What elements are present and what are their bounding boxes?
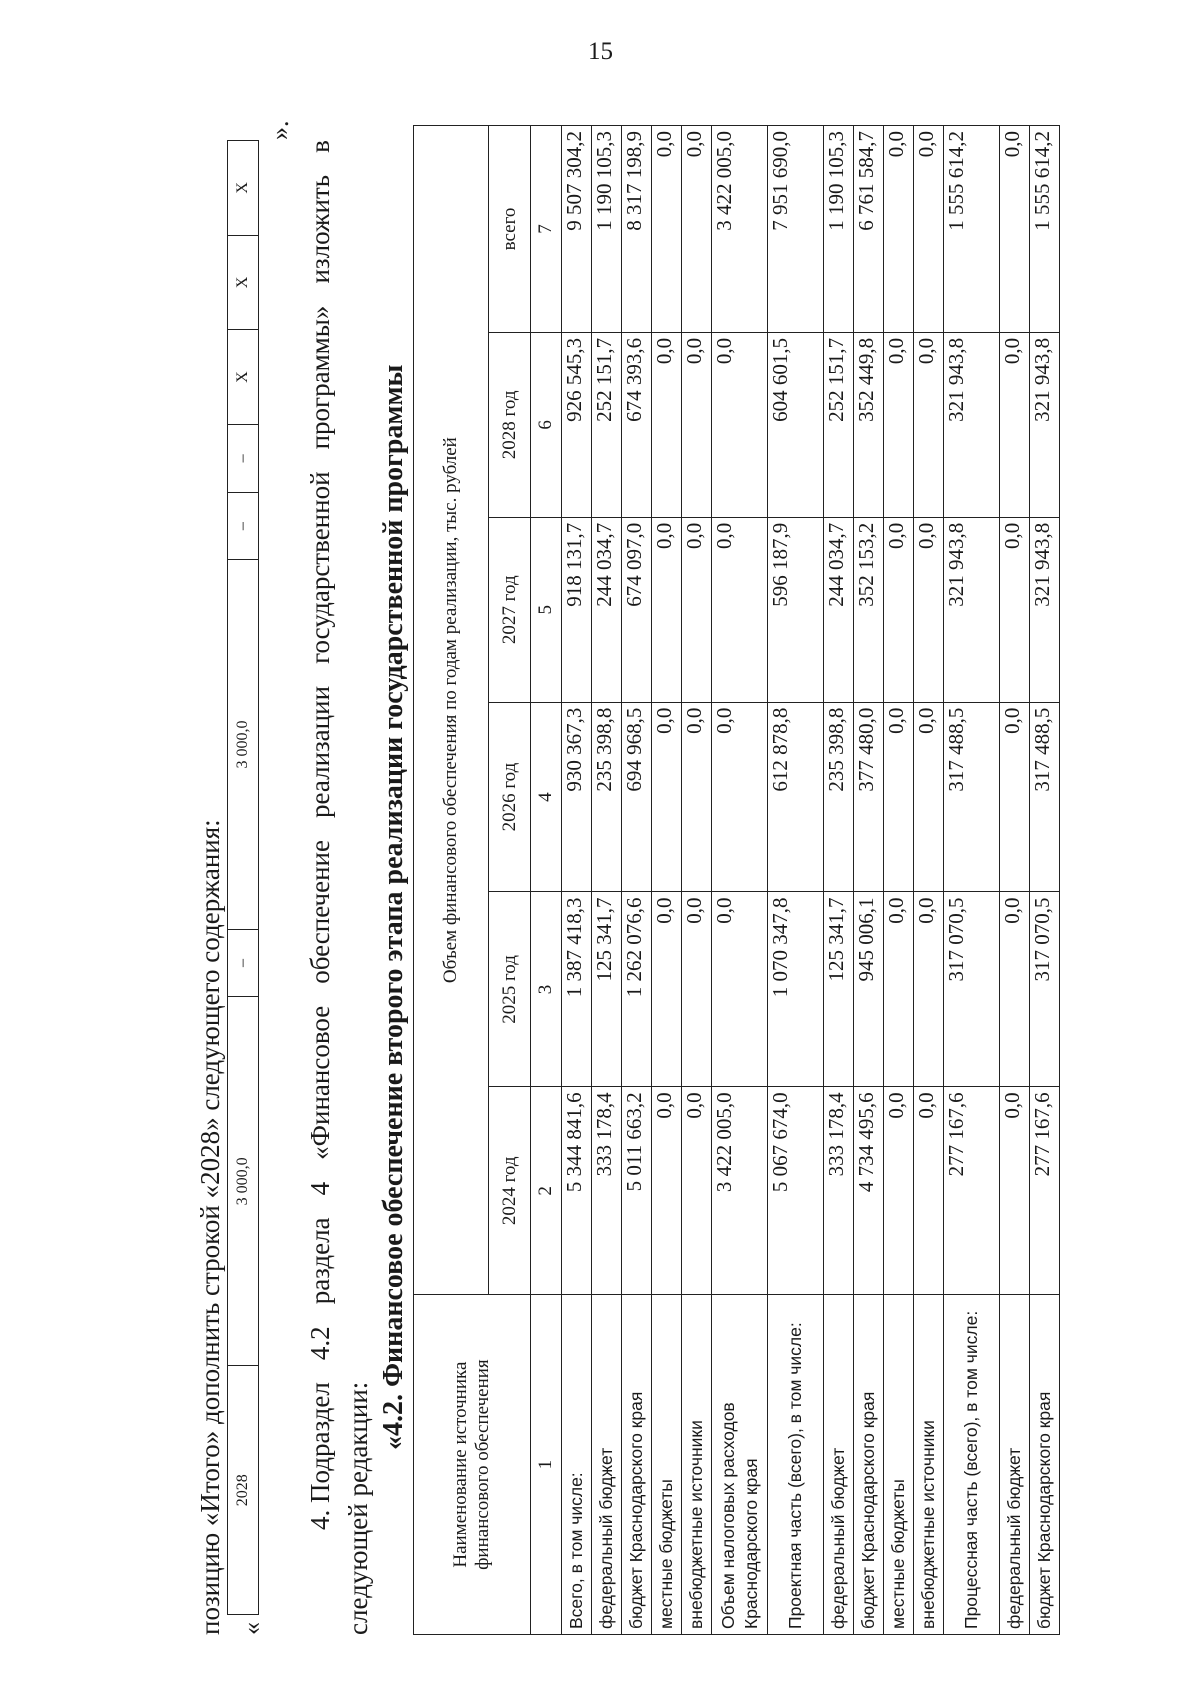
amount-cell: 1 190 105,3 <box>824 126 854 333</box>
amount-cell: 0,0 <box>652 332 682 517</box>
amount-cell: 0,0 <box>914 892 944 1087</box>
table-cell: 3 000,0 <box>228 560 259 929</box>
amount-cell: 235 398,8 <box>824 702 854 892</box>
amount-cell: 317 488,5 <box>1030 702 1060 892</box>
amount-cell: 7 951 690,0 <box>768 126 824 333</box>
amount-cell: 317 488,5 <box>944 702 1000 892</box>
amount-cell: 0,0 <box>652 702 682 892</box>
header-year: 2028 год <box>489 332 531 517</box>
paragraph-word: изложить <box>305 174 335 284</box>
amount-cell: 930 367,3 <box>562 702 592 892</box>
table-cell: 2028 <box>228 1366 259 1615</box>
amount-cell: 0,0 <box>712 702 768 892</box>
table-row <box>824 126 854 1635</box>
amount-cell: 926 545,3 <box>562 332 592 517</box>
column-index: 7 <box>531 126 562 333</box>
header-year: всего <box>489 126 531 333</box>
header-volume: Объем финансового обеспечения по годам реализации, тыс. рублей <box>414 126 489 1295</box>
table-row <box>652 126 682 1635</box>
amount-cell: 0,0 <box>712 332 768 517</box>
source-name: Проектная часть (всего), в том числе: <box>768 1295 824 1635</box>
itogo-2028-row-table <box>227 140 259 1615</box>
amount-cell: 277 167,6 <box>1030 1087 1060 1295</box>
amount-cell: 0,0 <box>682 1087 712 1295</box>
amount-cell: 0,0 <box>652 892 682 1087</box>
amount-cell: 9 507 304,2 <box>562 126 592 333</box>
amount-cell: 1 387 418,3 <box>562 892 592 1087</box>
table-row <box>622 126 652 1635</box>
table-row <box>914 126 944 1635</box>
amount-cell: 8 317 198,9 <box>622 126 652 333</box>
amount-cell: 321 943,8 <box>1030 332 1060 517</box>
amount-cell: 612 878,8 <box>768 702 824 892</box>
amount-cell: 5 011 663,2 <box>622 1087 652 1295</box>
amount-cell: 0,0 <box>712 517 768 702</box>
amount-cell: 0,0 <box>914 517 944 702</box>
source-name: федеральный бюджет <box>1000 1295 1030 1635</box>
amount-cell: 317 070,5 <box>1030 892 1060 1087</box>
amount-cell: 0,0 <box>884 1087 914 1295</box>
amendment-paragraph <box>305 140 336 1530</box>
amount-cell: 3 422 005,0 <box>712 1087 768 1295</box>
amount-cell: 244 034,7 <box>592 517 622 702</box>
amount-cell: 5 067 674,0 <box>768 1087 824 1295</box>
table-row <box>944 126 1000 1635</box>
amount-cell: 945 006,1 <box>854 892 884 1087</box>
amount-cell: 0,0 <box>884 332 914 517</box>
amount-cell: 0,0 <box>682 332 712 517</box>
financing-table <box>413 125 1060 1635</box>
quote-close: ». <box>265 120 294 140</box>
table-row <box>592 126 622 1635</box>
amount-cell: 0,0 <box>682 517 712 702</box>
amount-cell: 252 151,7 <box>592 332 622 517</box>
paragraph-word: 4.2 <box>305 1326 335 1361</box>
amount-cell: 125 341,7 <box>592 892 622 1087</box>
amount-cell: 694 968,5 <box>622 702 652 892</box>
amount-cell: 0,0 <box>884 126 914 333</box>
amount-cell: 352 449,8 <box>854 332 884 517</box>
table-row <box>854 126 884 1635</box>
amount-cell: 1 070 347,8 <box>768 892 824 1087</box>
paragraph-word: раздела <box>305 1217 335 1305</box>
amount-cell: 0,0 <box>884 892 914 1087</box>
column-index: 1 <box>531 1295 562 1635</box>
paragraph-word: программы» <box>305 305 335 450</box>
amount-cell: 0,0 <box>1000 892 1030 1087</box>
amount-cell: 0,0 <box>1000 1087 1030 1295</box>
source-name: бюджет Краснодарского края <box>1030 1295 1060 1635</box>
amount-cell: 1 555 614,2 <box>944 126 1000 333</box>
amount-cell: 0,0 <box>682 892 712 1087</box>
header-year: 2024 год <box>489 1087 531 1295</box>
table-cell: – <box>228 424 259 492</box>
source-name: федеральный бюджет <box>824 1295 854 1635</box>
amendment-paragraph-continuation: следующей редакции: <box>343 1381 373 1635</box>
amount-cell: 244 034,7 <box>824 517 854 702</box>
amount-cell: 125 341,7 <box>824 892 854 1087</box>
amount-cell: 235 398,8 <box>592 702 622 892</box>
amount-cell: 377 480,0 <box>854 702 884 892</box>
amount-cell: 1 555 614,2 <box>1030 126 1060 333</box>
table-row <box>712 126 768 1635</box>
table-row <box>562 126 592 1635</box>
amount-cell: 0,0 <box>1000 702 1030 892</box>
page-number: 15 <box>588 38 613 65</box>
table-cell: X <box>228 141 259 236</box>
table-cell: X <box>228 330 259 425</box>
amount-cell: 0,0 <box>712 892 768 1087</box>
table-cell: – <box>228 492 259 560</box>
source-name: внебюджетные источники <box>682 1295 712 1635</box>
paragraph-word: 4 <box>305 1181 335 1196</box>
source-name: Объем налоговых расходов Краснодарского края <box>712 1295 768 1635</box>
amount-cell: 277 167,6 <box>944 1087 1000 1295</box>
column-index: 3 <box>531 892 562 1087</box>
paragraph-word: в <box>305 140 335 153</box>
amount-cell: 0,0 <box>652 126 682 333</box>
amount-cell: 918 131,7 <box>562 517 592 702</box>
column-index: 6 <box>531 332 562 517</box>
amount-cell: 596 187,9 <box>768 517 824 702</box>
amount-cell: 333 178,4 <box>824 1087 854 1295</box>
amount-cell: 674 097,0 <box>622 517 652 702</box>
amount-cell: 0,0 <box>652 1087 682 1295</box>
amount-cell: 0,0 <box>682 126 712 333</box>
header-year: 2027 год <box>489 517 531 702</box>
amount-cell: 317 070,5 <box>944 892 1000 1087</box>
table-row <box>682 126 712 1635</box>
table-row <box>884 126 914 1635</box>
paragraph-word: государственной <box>305 471 335 664</box>
amount-cell: 1 190 105,3 <box>592 126 622 333</box>
amount-cell: 0,0 <box>884 517 914 702</box>
amount-cell: 4 734 495,6 <box>854 1087 884 1295</box>
source-name: внебюджетные источники <box>914 1295 944 1635</box>
intro-text: позицию «Итого» дополнить строкой «2028» следующего содержания: <box>195 819 225 1635</box>
amount-cell: 0,0 <box>1000 517 1030 702</box>
amount-cell: 0,0 <box>682 702 712 892</box>
column-index: 5 <box>531 517 562 702</box>
amount-cell: 352 153,2 <box>854 517 884 702</box>
amount-cell: 0,0 <box>884 702 914 892</box>
amount-cell: 0,0 <box>652 517 682 702</box>
table-row <box>768 126 824 1635</box>
paragraph-word: «Финансовое <box>305 1005 335 1160</box>
table-cell: – <box>228 929 259 997</box>
amount-cell: 0,0 <box>914 1087 944 1295</box>
amount-cell: 3 422 005,0 <box>712 126 768 333</box>
amount-cell: 674 393,6 <box>622 332 652 517</box>
table-row <box>1030 126 1060 1635</box>
amount-cell: 333 178,4 <box>592 1087 622 1295</box>
source-name: бюджет Краснодарского края <box>854 1295 884 1635</box>
amount-cell: 0,0 <box>914 702 944 892</box>
source-name: местные бюджеты <box>884 1295 914 1635</box>
table-cell: 3 000,0 <box>228 997 259 1366</box>
paragraph-word: 4. Подраздел <box>305 1382 335 1530</box>
source-name: бюджет Краснодарского края <box>622 1295 652 1635</box>
quote-open: « <box>237 1622 266 1635</box>
amount-cell: 5 344 841,6 <box>562 1087 592 1295</box>
rotated-content <box>195 105 1075 1635</box>
amount-cell: 0,0 <box>914 126 944 333</box>
amount-cell: 0,0 <box>1000 126 1030 333</box>
paragraph-word: обеспечение <box>305 840 335 984</box>
header-year: 2025 год <box>489 892 531 1087</box>
table-row <box>228 141 259 1615</box>
column-index: 4 <box>531 702 562 892</box>
source-name: федеральный бюджет <box>592 1295 622 1635</box>
source-name: Процессная часть (всего), в том числе: <box>944 1295 1000 1635</box>
amount-cell: 0,0 <box>914 332 944 517</box>
column-index-row <box>531 126 562 1635</box>
header-source-name: Наименование источника финансового обеспечения <box>414 1295 531 1635</box>
source-name: Всего, в том числе: <box>562 1295 592 1635</box>
table-cell: X <box>228 235 259 330</box>
header-year: 2026 год <box>489 702 531 892</box>
amount-cell: 321 943,8 <box>1030 517 1060 702</box>
amount-cell: 1 262 076,6 <box>622 892 652 1087</box>
source-name: местные бюджеты <box>652 1295 682 1635</box>
amount-cell: 321 943,8 <box>944 332 1000 517</box>
amount-cell: 321 943,8 <box>944 517 1000 702</box>
column-index: 2 <box>531 1087 562 1295</box>
amount-cell: 604 601,5 <box>768 332 824 517</box>
amount-cell: 252 151,7 <box>824 332 854 517</box>
section-heading: «4.2. Финансовое обеспечение второго этапа реализации государственной программы <box>378 364 409 1450</box>
amount-cell: 0,0 <box>1000 332 1030 517</box>
paragraph-word: реализации <box>305 685 335 818</box>
amount-cell: 6 761 584,7 <box>854 126 884 333</box>
table-row <box>1000 126 1030 1635</box>
